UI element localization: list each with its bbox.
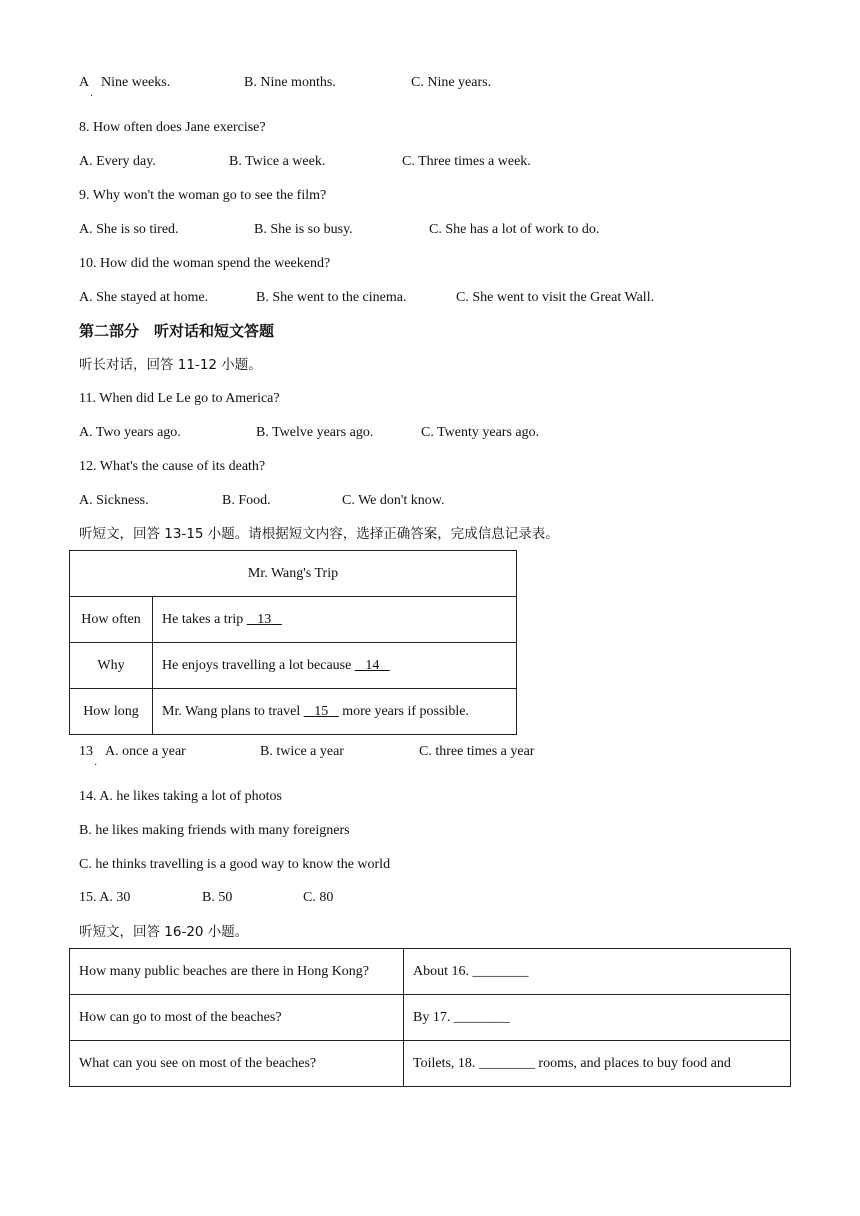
q15-option-c: C. 80 <box>303 890 334 905</box>
row-content <box>153 597 517 643</box>
q15-option-b: B. 50 <box>202 890 233 905</box>
q7-option-a: Nine weeks. <box>101 75 171 90</box>
q9-option-b: B. She is so busy. <box>254 222 353 237</box>
table-row <box>70 995 791 1041</box>
row-text-end: more years if possible. <box>338 703 469 719</box>
q11-option-c: C. Twenty years ago. <box>421 425 540 440</box>
question-cell: How many public beaches are there in Hong Kong? <box>70 949 404 995</box>
blank-15[interactable]: 15 <box>314 703 329 719</box>
q7-option-a-letter: A <box>79 75 90 90</box>
q13-option-a: A. once a year <box>105 744 186 759</box>
q11-option-a: A. Two years ago. <box>79 425 181 440</box>
row-label: How often <box>70 597 153 643</box>
q10-option-b: B. She went to the cinema. <box>256 290 407 305</box>
q12-option-b: B. Food. <box>222 493 271 508</box>
table-title: Mr. Wang's Trip <box>70 551 517 597</box>
q14-option-a: 14. A. he likes taking a lot of photos <box>79 789 282 804</box>
q11-option-b: B. Twelve years ago. <box>256 425 374 440</box>
q14-option-c: C. he thinks travelling is a good way to know the world <box>79 857 391 872</box>
q8-option-a: A. Every day. <box>79 154 156 169</box>
answer-cell[interactable]: About 16. ________ <box>404 949 791 995</box>
instruction-16-20: 听短文，回答 16-20 小题。 <box>79 924 249 940</box>
trip-info-table <box>69 550 517 735</box>
emphasis-dot: · <box>94 760 98 771</box>
row-text: He enjoys travelling a lot because <box>162 657 355 673</box>
part2-heading: 第二部分 听对话和短文答题 <box>79 322 275 340</box>
q8-question: 8. How often does Jane exercise? <box>79 120 266 135</box>
q12-option-c: C. We don't know. <box>342 493 445 508</box>
q9-option-c: C. She has a lot of work to do. <box>429 222 600 237</box>
q15-option-a: 15. A. 30 <box>79 890 131 905</box>
q10-option-a: A. She stayed at home. <box>79 290 209 305</box>
row-label: Why <box>70 643 153 689</box>
q11-question: 11. When did Le Le go to America? <box>79 391 280 406</box>
table-row <box>70 643 517 689</box>
question-cell: What can you see on most of the beaches? <box>70 1041 404 1087</box>
table-row <box>70 689 517 735</box>
q10-option-c: C. She went to visit the Great Wall. <box>456 290 655 305</box>
table-row <box>70 949 791 995</box>
blank-13[interactable]: 13 <box>257 611 272 627</box>
question-cell: How can go to most of the beaches? <box>70 995 404 1041</box>
q7-option-c: C. Nine years. <box>411 75 492 90</box>
q9-option-a: A. She is so tired. <box>79 222 179 237</box>
row-label: How long <box>70 689 153 735</box>
blank-14[interactable]: 14 <box>365 657 380 673</box>
emphasis-dot: · <box>90 91 94 102</box>
q13-option-c: C. three times a year <box>419 744 535 759</box>
table-row <box>70 551 517 597</box>
instruction-13-15: 听短文，回答 13-15 小题。请根据短文内容，选择正确答案，完成信息记录表。 <box>79 526 559 542</box>
answer-cell[interactable]: By 17. ________ <box>404 995 791 1041</box>
table-row <box>70 597 517 643</box>
q13-option-b: B. twice a year <box>260 744 344 759</box>
answer-cell[interactable]: Toilets, 18. ________ rooms, and places to buy food and <box>404 1041 791 1087</box>
instruction-11-12: 听长对话，回答 11-12 小题。 <box>79 357 262 373</box>
q13-number: 13 <box>79 744 93 759</box>
q8-option-c: C. Three times a week. <box>402 154 531 169</box>
beach-info-table <box>69 948 791 1087</box>
table-row <box>70 1041 791 1087</box>
q8-option-b: B. Twice a week. <box>229 154 326 169</box>
row-text: He takes a trip <box>162 611 247 627</box>
q7-option-b: B. Nine months. <box>244 75 336 90</box>
q9-question: 9. Why won't the woman go to see the film? <box>79 188 327 203</box>
q12-option-a: A. Sickness. <box>79 493 149 508</box>
q14-option-b: B. he likes making friends with many foreigners <box>79 823 350 838</box>
q10-question: 10. How did the woman spend the weekend? <box>79 256 331 271</box>
q12-question: 12. What's the cause of its death? <box>79 459 266 474</box>
row-text: Mr. Wang plans to travel <box>162 703 304 719</box>
row-content <box>153 643 517 689</box>
row-content <box>153 689 517 735</box>
